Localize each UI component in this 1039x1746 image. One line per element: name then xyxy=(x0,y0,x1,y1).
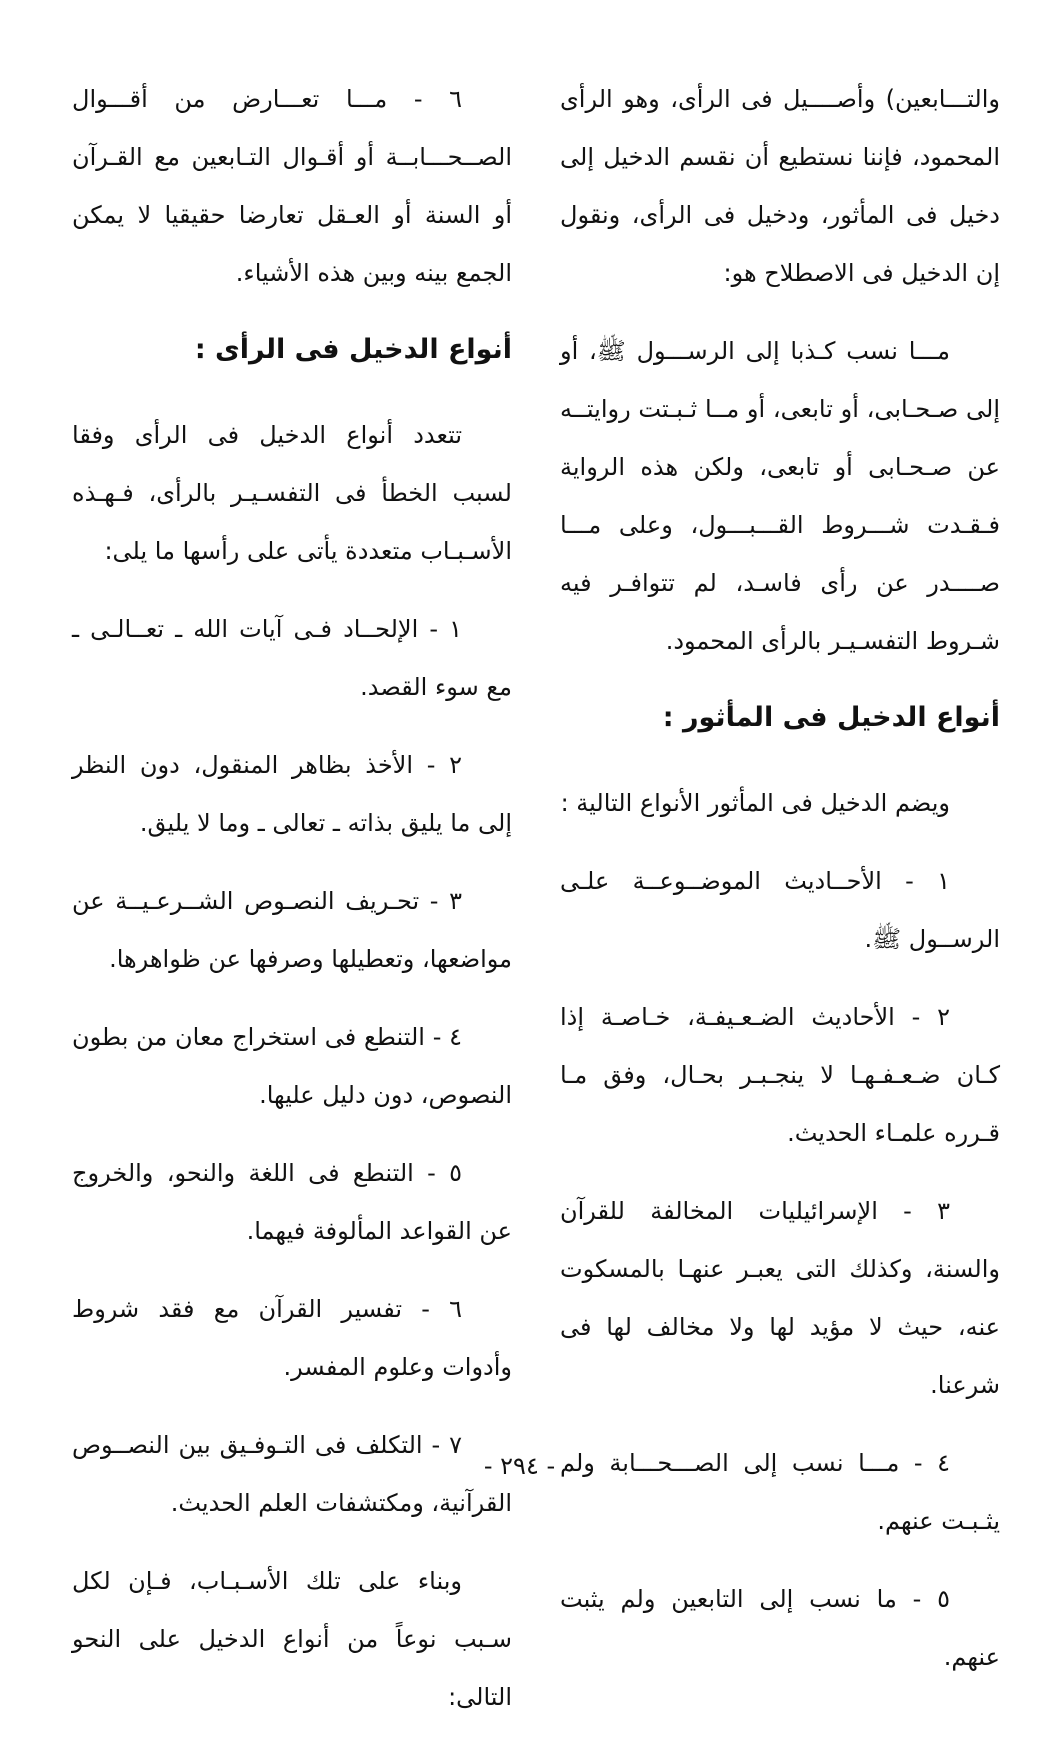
left-column xyxy=(72,70,512,1746)
right-paragraph-1: مـــا نسب كـذبا إلى الرســـول ﷺ، أو إلى صـحـابى، أو تابعى، أو مــا ثـبـتت روايتــه عن صـحـابى أو تابعى، ولكن هذه الرواية فـقـدت شـــروط القـــبـــول، وعلى مـــا صــــدر عن رأى فاسـد، لم تتوافـر فيه شـروط التفسـيـر بالرأى المحمود. xyxy=(560,337,1000,655)
left-paragraph-4: ٢ - الأخذ بظاهر المنقول، دون النظر إلى ما يليق بذاته ـ تعالى ـ وما لا يليق. xyxy=(72,751,512,837)
page-number: - ٢٩٤ - xyxy=(483,1452,556,1480)
left-paragraph-2: تتعدد أنواع الدخيل فى الرأى وفقا لسبب الخطأ فى التفسـيـر بالرأى، فـهـذه الأسـبـاب متعددة يأتى على رأسها ما يلى: xyxy=(72,421,512,565)
right-paragraph-7: ٤ - مـــا نسب إلى الصـــحـــابة ولم يثـبـت عنهم. xyxy=(560,1449,1000,1535)
left-paragraph-3: ١ - الإلحــاد فـى آيات الله ـ تعــالـى ـ مع سوء القصد. xyxy=(72,615,512,701)
right-paragraph-8: ٥ - ما نسب إلى التابعين ولم يثبت عنهم. xyxy=(560,1585,1000,1671)
left-paragraph-7: ٥ - التنطع فى اللغة والنحو، والخروج عن القواعد المألوفة فيهما. xyxy=(72,1159,512,1245)
left-heading-1: أنواع الدخيل فى الرأى : xyxy=(194,334,512,365)
right-paragraph-0: والتـــابعين) وأصــــيل فى الرأى، وهو الرأى المحمود، فإننا نستطيع أن نقسم الدخيل إلى دخيل فى المأثور، ودخيل فى الرأى، ونقول إن الدخيل فى الاصطلاح هو: xyxy=(560,85,1000,287)
left-paragraph-9: ٧ - التكلف فى التـوفـيق بين النصــوص القرآنية، ومكتشفات العلم الحديث. xyxy=(72,1431,512,1517)
left-paragraph-5: ٣ - تحـريف النصـوص الشــرعـيــة عن مواضعها، وتعطيلها وصرفها عن ظواهرها. xyxy=(72,887,512,973)
right-paragraph-6: ٣ - الإسرائيليات المخالفة للقرآن والسنة، وكذلك التى يعبـر عنهـا بالمسكوت عنه، حيث لا مؤيد لها ولا مخالف لها فى شرعنا. xyxy=(560,1197,1000,1399)
right-heading-2: أنواع الدخيل فى المأثور : xyxy=(662,702,1000,733)
right-paragraph-3: ويضم الدخيل فى المأثور الأنواع التالية : xyxy=(560,789,950,817)
left-paragraph-0: ٦ - مـــا تعـــارض من أقـــوال الصــحـــابــة أو أقـوال التـابعين مع القـرآن أو السنة أو العـقل تعارضا حقيقيا لا يمكن الجمع بينه وبين هذه الأشياء. xyxy=(72,85,512,287)
right-paragraph-5: ٢ - الأحاديث الضـعـيفـة، خـاصـة إذا كـان ضـعـفـهـا لا ينجـبـر بحـال، وفق مـا قـرره علمـاء الحديث. xyxy=(560,1003,1000,1147)
right-paragraph-4: ١ - الأحــاديث الموضــوعــة علـى الرســول ﷺ. xyxy=(560,867,1000,953)
left-paragraph-8: ٦ - تفسير القرآن مع فقد شروط وأدوات وعلوم المفسر. xyxy=(72,1295,512,1381)
left-paragraph-10: وبناء على تلك الأسـبـاب، فـإن لكل سـبب نوعاً من أنواع الدخيل على النحو التالى: xyxy=(72,1567,512,1711)
left-paragraph-6: ٤ - التنطع فى استخراج معان من بطون النصوص، دون دليل عليها. xyxy=(72,1023,512,1109)
